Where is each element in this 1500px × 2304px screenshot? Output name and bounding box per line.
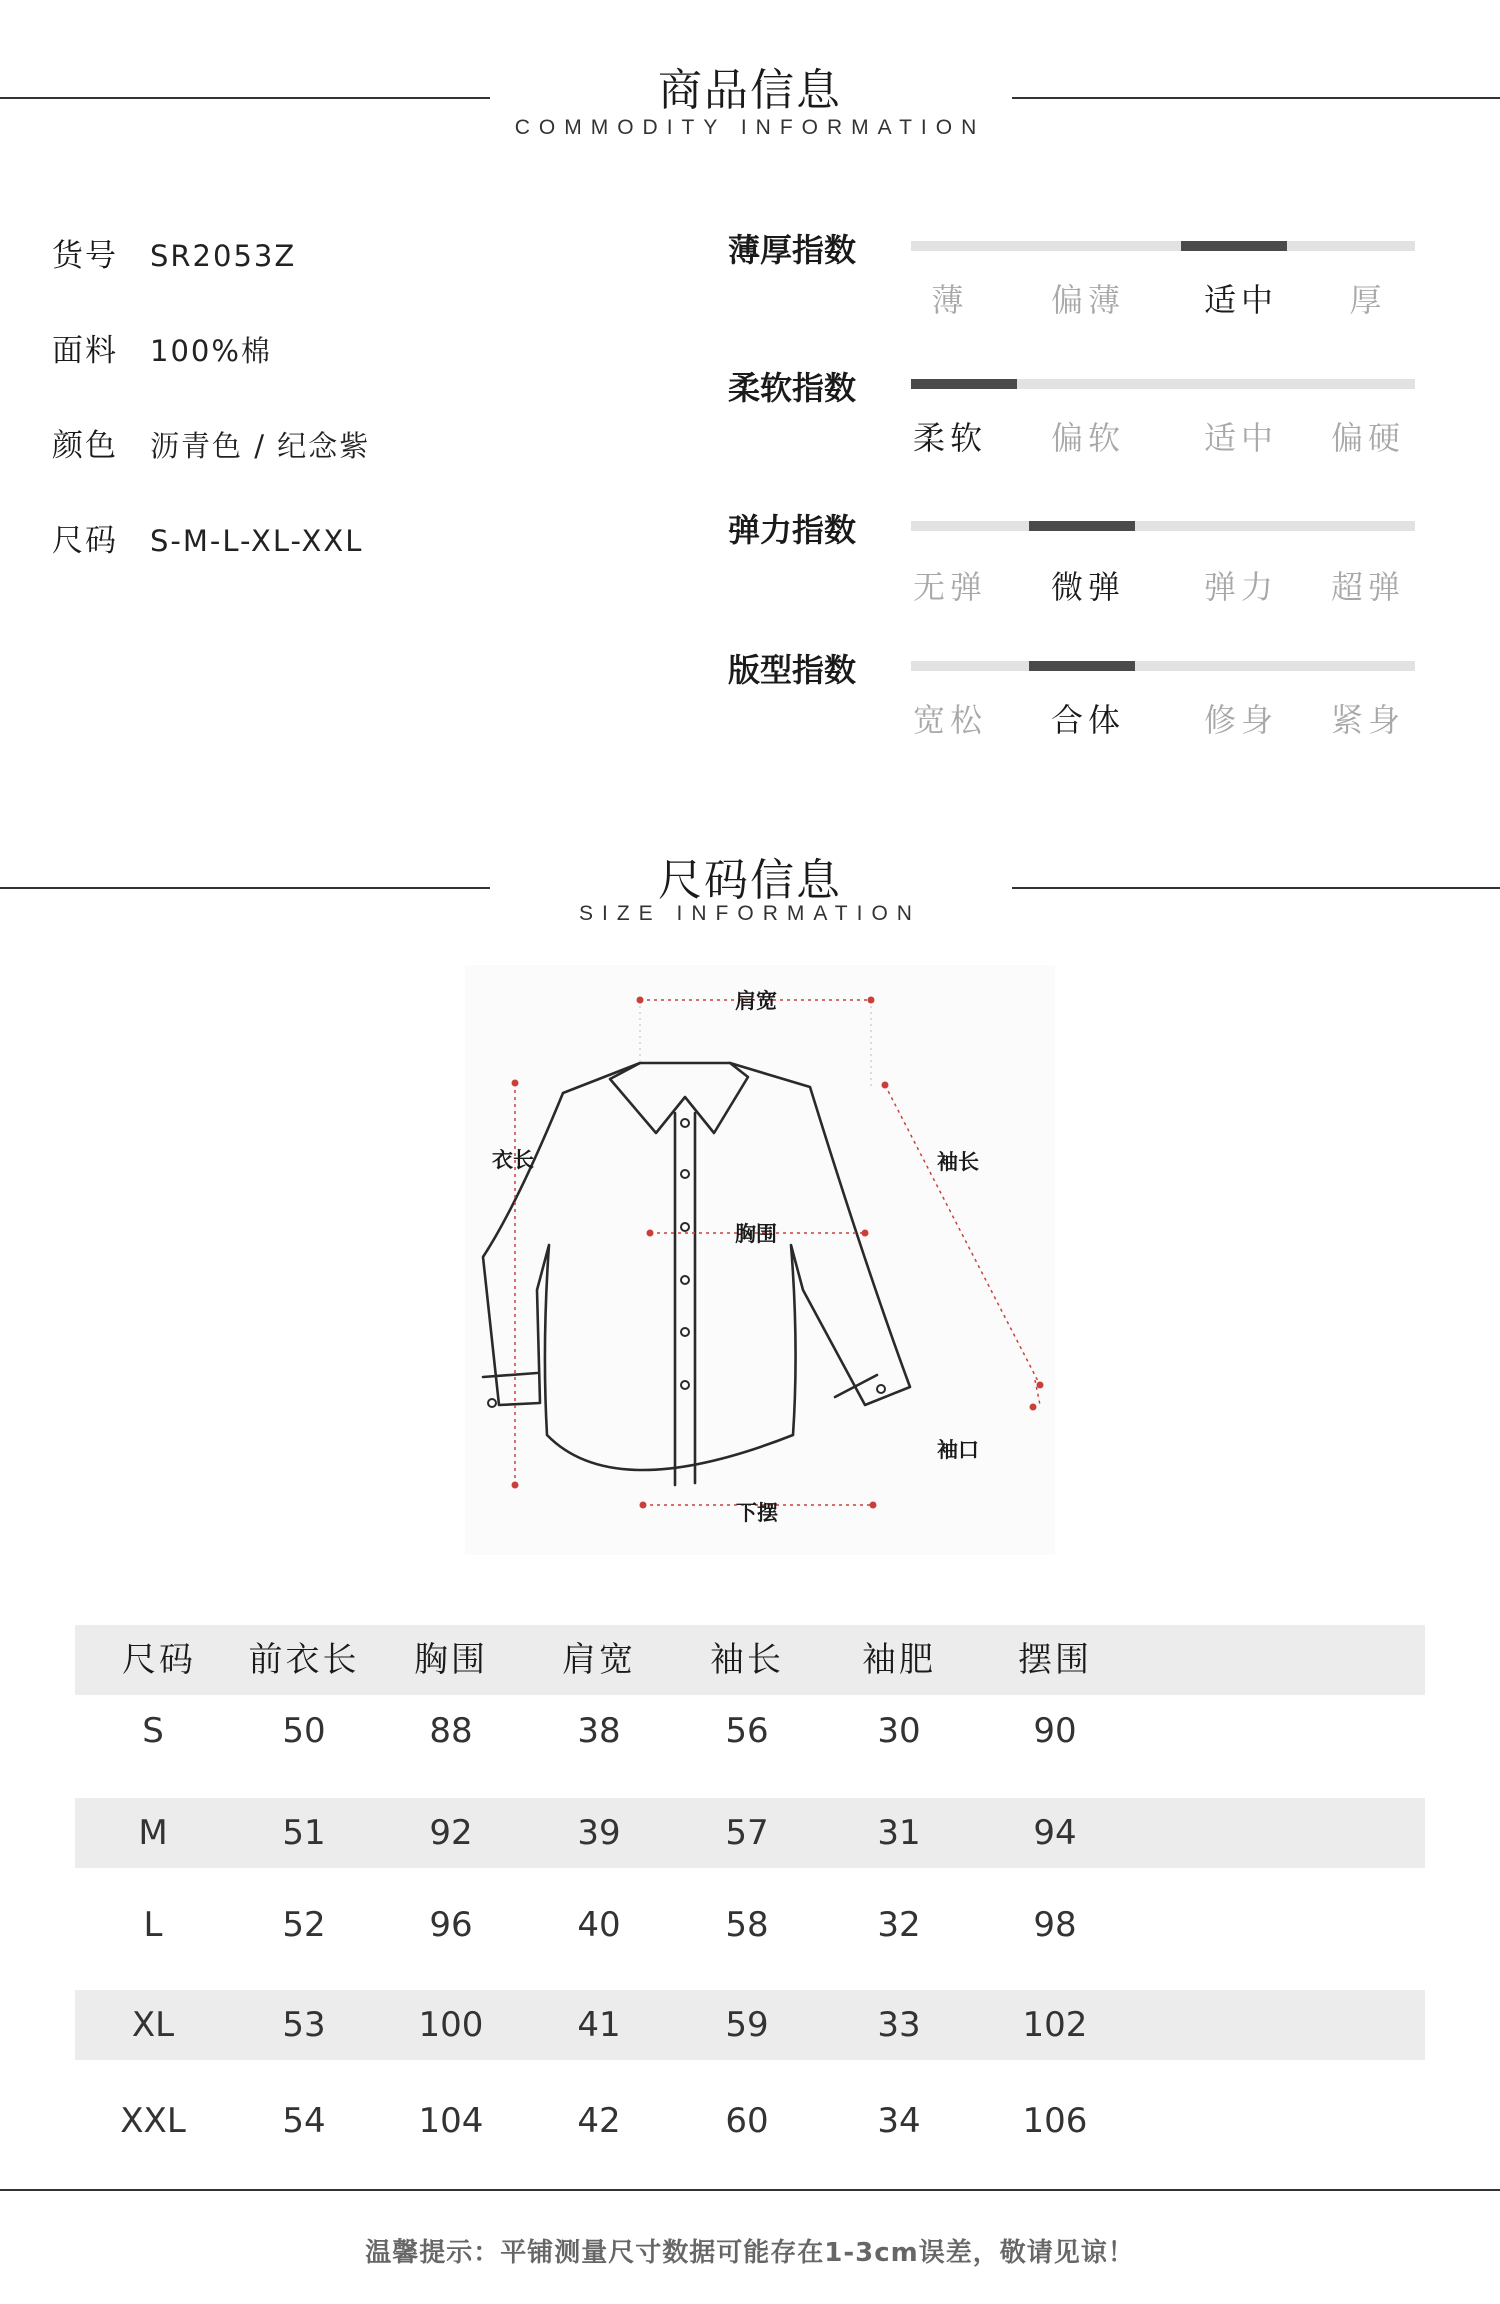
- info-value: SR2053Z: [150, 239, 297, 273]
- shirt-button: [681, 1170, 689, 1178]
- shirt-placket: [675, 1113, 695, 1485]
- info-value: 100%棉: [150, 334, 272, 368]
- guide-dot: [647, 1230, 654, 1237]
- index-thickness: [728, 225, 1428, 325]
- guide-dot: [637, 997, 644, 1004]
- commodity-title: 商品信息: [658, 65, 842, 116]
- table-header-cell: 肩宽: [562, 1640, 636, 1680]
- index-option: 无弹: [912, 568, 987, 606]
- shirt-button: [681, 1223, 689, 1231]
- table-cell: 58: [725, 1905, 769, 1945]
- index-option: 合体: [1050, 701, 1125, 739]
- label-shoulder: 肩宽: [735, 989, 777, 1013]
- table-header-row: [75, 1625, 1425, 1695]
- guide-dot: [1030, 1404, 1037, 1411]
- shirt-button: [681, 1328, 689, 1336]
- index-fit: [728, 645, 1428, 745]
- guide-dot: [512, 1080, 519, 1087]
- table-cell: 57: [725, 1813, 769, 1853]
- table-cell: 88: [429, 1711, 473, 1751]
- table-cell: 38: [577, 1711, 621, 1751]
- table-cell: 40: [577, 1905, 621, 1945]
- index-option: 薄: [931, 281, 969, 319]
- index-label: 柔软指数: [728, 369, 857, 407]
- info-label: 尺码: [52, 523, 118, 559]
- label-hem: 下摆: [736, 1501, 778, 1525]
- table-row: [75, 1890, 1425, 1960]
- index-softness: [728, 363, 1428, 463]
- footer-rule: [0, 2189, 1500, 2191]
- index-elasticity: [728, 505, 1428, 605]
- index-track: [911, 241, 1415, 251]
- index-option: 适中: [1203, 281, 1278, 319]
- index-fill: [1029, 521, 1135, 531]
- index-option: 厚: [1349, 281, 1387, 319]
- shirt-body-outline: [483, 1063, 910, 1470]
- table-cell: 96: [429, 1905, 473, 1945]
- index-option: 紧身: [1330, 701, 1405, 739]
- info-label: 颜色: [52, 428, 118, 464]
- table-cell: 41: [577, 2005, 621, 2045]
- table-cell: 60: [725, 2101, 769, 2141]
- table-cell: 50: [282, 1711, 326, 1751]
- index-option: 修身: [1203, 701, 1278, 739]
- table-cell: XL: [131, 2005, 175, 2045]
- shirt-cuff-right: [835, 1375, 877, 1397]
- shirt-button: [681, 1276, 689, 1284]
- guide-dot: [862, 1230, 869, 1237]
- index-fill: [1029, 661, 1135, 671]
- index-option: 柔软: [912, 419, 987, 457]
- table-header-cell: 袖肥: [862, 1640, 936, 1680]
- shirt-cuff-button: [488, 1399, 496, 1407]
- measurement-notice: 温馨提示：平铺测量尺寸数据可能存在1-3cm误差，敬请见谅！: [365, 2238, 1135, 2268]
- shirt-cuff-button: [877, 1385, 885, 1393]
- index-option: 偏硬: [1330, 419, 1405, 457]
- index-label: 弹力指数: [728, 511, 857, 549]
- shirt-collar: [610, 1063, 748, 1133]
- table-cell: 104: [418, 2101, 484, 2141]
- table-header-cell: 摆围: [1018, 1640, 1092, 1680]
- info-label: 货号: [52, 238, 118, 274]
- table-cell: 106: [1022, 2101, 1088, 2141]
- table-cell: 90: [1033, 1711, 1077, 1751]
- table-cell: 56: [725, 1711, 769, 1751]
- table-cell: 92: [429, 1813, 473, 1853]
- index-track: [911, 521, 1415, 531]
- label-chest: 胸围: [735, 1222, 777, 1246]
- table-cell: S: [142, 1711, 164, 1751]
- shirt-diagram-svg: [465, 965, 1055, 1555]
- table-cell: 33: [877, 2005, 921, 2045]
- table-cell: 53: [282, 2005, 326, 2045]
- info-value: 沥青色 / 纪念紫: [150, 429, 371, 463]
- label-length: 衣长: [492, 1148, 534, 1172]
- table-cell: 98: [1033, 1905, 1077, 1945]
- commodity-subtitle: COMMODITY INFORMATION: [514, 116, 986, 139]
- table-cell: 51: [282, 1813, 326, 1853]
- guide-dot: [512, 1482, 519, 1489]
- index-option: 宽松: [912, 701, 987, 739]
- index-option: 偏薄: [1050, 281, 1125, 319]
- label-cuff: 袖口: [937, 1438, 979, 1462]
- table-cell: 39: [577, 1813, 621, 1853]
- table-cell: M: [138, 1813, 168, 1853]
- table-cell: XXL: [120, 2101, 186, 2141]
- index-option: 超弹: [1330, 568, 1405, 606]
- table-cell: 52: [282, 1905, 326, 1945]
- table-cell: 100: [418, 2005, 484, 2045]
- commodity-header: [0, 50, 1500, 150]
- index-track: [911, 379, 1415, 389]
- info-item-fabric: [52, 325, 272, 370]
- table-row: [75, 2086, 1425, 2156]
- info-label: 面料: [52, 333, 118, 369]
- index-label: 薄厚指数: [728, 231, 857, 269]
- shirt-button: [681, 1119, 689, 1127]
- guide-sleeve: [885, 1085, 1040, 1385]
- table-row: [75, 1990, 1425, 2060]
- index-track: [911, 661, 1415, 671]
- info-value: S-M-L-XL-XXL: [150, 524, 364, 558]
- table-cell: 102: [1022, 2005, 1088, 2045]
- table-cell: 30: [877, 1711, 921, 1751]
- guide-dot: [870, 1502, 877, 1509]
- index-option: 弹力: [1203, 568, 1278, 606]
- shirt-diagram: [465, 965, 1055, 1555]
- index-option: 微弹: [1050, 568, 1125, 606]
- index-fill: [911, 379, 1017, 389]
- table-cell: 31: [877, 1813, 921, 1853]
- table-header-cell: 胸围: [414, 1640, 488, 1680]
- size-header: [0, 840, 1500, 940]
- guide-dot: [640, 1502, 647, 1509]
- table-row: [75, 1696, 1425, 1766]
- info-item-color: [52, 420, 370, 465]
- guide-dot: [868, 997, 875, 1004]
- info-item-size: [52, 515, 363, 560]
- table-cell: 54: [282, 2101, 326, 2141]
- shirt-cuff-left: [483, 1373, 537, 1377]
- info-item-sku: [52, 230, 296, 275]
- table-header-cell: 袖长: [710, 1640, 784, 1680]
- table-row: [75, 1798, 1425, 1868]
- table-cell: 94: [1033, 1813, 1077, 1853]
- guide-dot: [1037, 1382, 1044, 1389]
- index-option: 偏软: [1050, 419, 1125, 457]
- table-header-cell: 尺码: [122, 1640, 196, 1680]
- table-cell: L: [143, 1905, 163, 1945]
- index-option: 适中: [1203, 419, 1278, 457]
- table-cell: 59: [725, 2005, 769, 2045]
- table-cell: 34: [877, 2101, 921, 2141]
- table-cell: 32: [877, 1905, 921, 1945]
- table-header-cell: 前衣长: [248, 1640, 360, 1680]
- index-label: 版型指数: [728, 651, 857, 689]
- size-subtitle: SIZE INFORMATION: [579, 902, 921, 925]
- guide-dot: [882, 1082, 889, 1089]
- shirt-button: [681, 1381, 689, 1389]
- size-title: 尺码信息: [658, 855, 842, 906]
- index-fill: [1181, 241, 1287, 251]
- table-cell: 42: [577, 2101, 621, 2141]
- label-sleeve: 袖长: [937, 1150, 979, 1174]
